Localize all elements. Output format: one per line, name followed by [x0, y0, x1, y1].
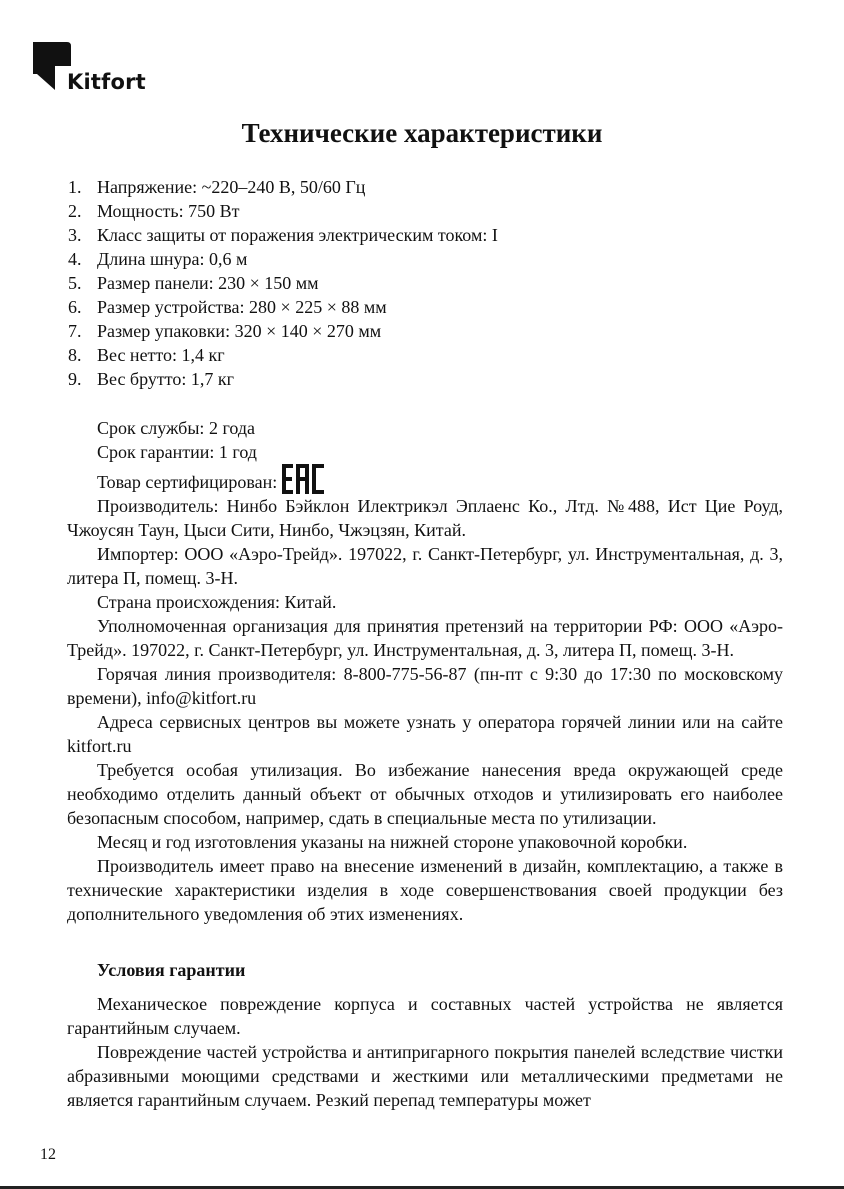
manufacturer: Производитель: Нинбо Бэйклон Илектрикэл Эплаенс Ко., Лтд. №488, Ист Цие Роуд, Чжоусян Таун, Цыси Сити, Нинбо, Чжэцзян, Китай. [67, 496, 783, 540]
brand-logo [33, 40, 163, 100]
warranty-conditions [67, 992, 783, 1112]
spec-item [68, 343, 498, 367]
spec-item [68, 295, 498, 319]
spec-number: 1. [68, 177, 82, 197]
page-number: 12 [40, 1146, 56, 1163]
brand-name: Kitfort [67, 70, 146, 94]
spec-number: 2. [68, 201, 82, 221]
spec-number: 9. [68, 369, 82, 389]
spec-item [68, 175, 498, 199]
spec-item [68, 247, 498, 271]
certified-label: Товар сертифицирован: [97, 472, 278, 492]
changes-notice: Производитель имеет право на внесение изменений в дизайн, комплектацию, а также в технические характеристики изделия в ходе совершенствования своей продукции без дополнительного уведомления об этих изменениях. [67, 856, 783, 924]
spec-number: 6. [68, 297, 82, 317]
spec-item [68, 319, 498, 343]
spec-text: Длина шнура: 0,6 м [97, 249, 248, 269]
spec-text: Класс защиты от поражения электрическим током: I [97, 225, 498, 245]
spec-text: Размер упаковки: 320 × 140 × 270 мм [97, 321, 382, 341]
hotline: Горячая линия производителя: 8-800-775-56-87 (пн-пт с 9:30 до 17:30 по московскому времени), info@kitfort.ru [67, 664, 783, 708]
spec-text: Размер панели: 230 × 150 мм [97, 273, 319, 293]
certification-line [67, 464, 783, 494]
spec-item [68, 367, 498, 391]
product-info [67, 416, 783, 926]
spec-text: Вес нетто: 1,4 кг [97, 345, 225, 365]
page-title: Технические характеристики [241, 118, 603, 148]
spec-number: 7. [68, 321, 82, 341]
spec-text: Мощность: 750 Вт [97, 201, 240, 221]
authorized-organization: Уполномоченная организация для принятия претензий на территории РФ: ООО «Аэро-Трейд». 197022, г. Санкт-Петербург, ул. Инструментальная, д. 3, литера П, помещ. 3-Н. [67, 616, 783, 660]
specs-list [68, 175, 498, 391]
spec-text: Вес брутто: 1,7 кг [97, 369, 234, 389]
warranty-paragraph: Повреждение частей устройства и антипригарного покрытия панелей вследствие чистки абразивными моющими средствами и жесткими или металлическими предметами не является гарантийным случаем. Резкий перепад температуры может [67, 1042, 783, 1110]
country-of-origin: Страна происхождения: Китай. [97, 592, 337, 612]
spec-text: Размер устройства: 280 × 225 × 88 мм [97, 297, 387, 317]
spec-item [68, 223, 498, 247]
spec-item [68, 199, 498, 223]
spec-number: 8. [68, 345, 82, 365]
spec-number: 3. [68, 225, 82, 245]
manufacture-date-note: Месяц и год изготовления указаны на нижней стороне упаковочной коробки. [97, 832, 688, 852]
spec-item [68, 271, 498, 295]
warranty-paragraph: Механическое повреждение корпуса и составных частей устройства не является гарантийным случаем. [67, 994, 783, 1038]
spec-number: 5. [68, 273, 82, 293]
importer: Импортер: ООО «Аэро-Трейд». 197022, г. Санкт-Петербург, ул. Инструментальная, д. 3, литера П, помещ. 3-Н. [67, 544, 783, 588]
spec-number: 4. [68, 249, 82, 269]
service-life: Срок службы: 2 года [97, 418, 256, 438]
spec-text: Напряжение: ~220–240 В, 50/60 Гц [97, 177, 366, 197]
warranty-period: Срок гарантии: 1 год [97, 442, 257, 462]
service-centers: Адреса сервисных центров вы можете узнать у оператора горячей линии или на сайте kitfort.ru [67, 712, 783, 756]
disposal-notice: Требуется особая утилизация. Во избежание нанесения вреда окружающей среде необходимо отделить данный объект от обычных отходов и утилизировать его наиболее безопасным способом, например, сдать в специальные места по утилизации. [67, 760, 783, 828]
warranty-title: Условия гарантии [97, 960, 246, 980]
eac-mark-icon [281, 464, 325, 494]
